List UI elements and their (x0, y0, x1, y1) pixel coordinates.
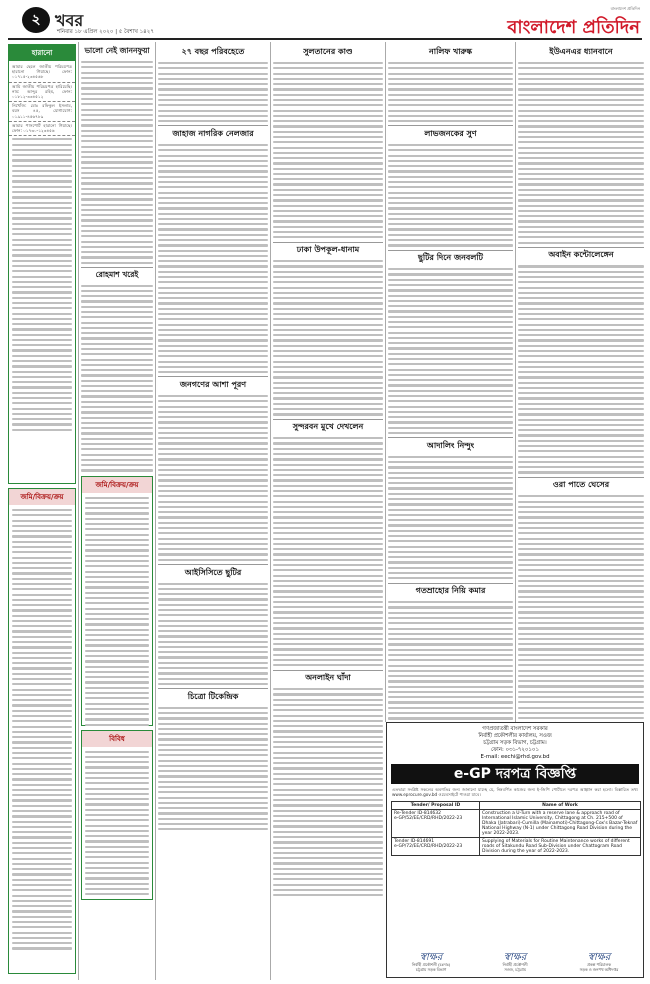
classified-filler (9, 136, 75, 436)
classified-box-title: জমি/বিক্রয়/ক্রয় (82, 477, 152, 493)
tender-table-header (392, 801, 641, 809)
headline: সুন্দরবন মুখে দেখলেন (292, 421, 364, 432)
article-body (273, 437, 383, 666)
signature-block (559, 952, 639, 973)
ad-org-line: গণপ্রজাতন্ত্রী বাংলাদেশ সরকার (482, 726, 548, 732)
article-body (158, 395, 268, 561)
headline: জনগণের আশা পূরণ (179, 378, 247, 389)
news-column-5 (388, 44, 513, 720)
section-title: খবর (55, 11, 84, 30)
ad-email: E-mail: eechi@rhd.gov.bd (480, 754, 550, 760)
article-body (273, 62, 383, 238)
classified-box-misc (81, 730, 153, 900)
logo-tagline: বাংলাদেশ প্রতিদিন (610, 6, 640, 11)
signature-row (387, 947, 643, 973)
article-body (518, 62, 644, 244)
headline: জাহাজ নাগরিক নেলজার (172, 127, 254, 138)
column-divider (270, 42, 271, 980)
classified-box-sale (81, 476, 153, 726)
classified-box-title: হারানো (9, 45, 75, 61)
article-body (388, 62, 513, 122)
column-divider (385, 42, 386, 722)
ad-phone: ফোন: ০৩১-৭২০১০১ (491, 747, 539, 753)
news-column-6 (518, 44, 644, 720)
headline: অনলাইন ঘাঁদা (305, 672, 351, 683)
signatory: নির্বাহী প্রকৌশলী (চঃদাঃ) চট্টগ্রাম সড়ক বিভাগ (411, 962, 451, 973)
headline: ওরা পাতে ঘেসের (552, 479, 610, 490)
classifieds-column (8, 44, 76, 976)
egp-banner: e-GP দরপত্র বিজ্ঞপ্তি (391, 764, 639, 784)
page-number: ২ (22, 7, 50, 33)
news-column-3 (158, 44, 268, 976)
column-divider (155, 42, 156, 980)
article-body (518, 495, 644, 720)
classified-item: আমি জাতীয় পরিচয়পত্র হারিয়েছি। নাম: আব্দুর রহিম, ফোন: ০১৮১২-৩৩৪৫১২ (9, 83, 75, 103)
article-body (273, 260, 383, 415)
article-body (158, 144, 268, 373)
classified-item: আমার পাসপোর্ট হারানো গিয়াছে। ফোন: ০১৭৩০-১২৩৪৫৬ (9, 122, 75, 136)
logo-text: বাংলাদেশ প্রতিদিন (507, 17, 640, 38)
article-body (273, 688, 383, 896)
header-rule (8, 38, 642, 40)
headline: চিত্রো টিকেন্দ্রিক (187, 690, 239, 701)
signature-scribble: স্বাক্ষর (503, 952, 527, 964)
work-name: Construction a U-Turn with a reserve lane & approach road of International Islamic University, Chittagong at Ch. 215+500 of Dhaka (Jatrabari)-Cumilla (Mainamoti)-Chittagong-Cox's Bazar-Teknaf National Highway (N-1) under Chittagong Road Division during the year 2022-2023. (480, 809, 641, 837)
headline: ঢাকা উপকূল-ধানাম (296, 244, 360, 255)
news-column-4 (273, 44, 383, 976)
newspaper-logo (490, 6, 640, 38)
news-column-2 (81, 44, 153, 976)
classified-item: আমার ছেলে জাতীয় পরিচয়পত্র হারানো গিয়াছে। ফোন: ০১৭১৫-২৩৪৫৬৮ (9, 63, 75, 83)
signatory: নির্বাহী প্রকৌশলী সওজ, চট্টগ্রাম (502, 962, 528, 973)
column-header: Name of Work (480, 801, 641, 809)
column-header: Tender/ Proposal ID (392, 801, 480, 809)
headline: আদালিং নিন্দুং (426, 439, 475, 450)
table-row (392, 809, 641, 837)
article-body (388, 456, 513, 580)
article-body (158, 62, 268, 122)
ad-intro: এতদ্বারা সংশ্লিষ্ট সকলের অবগতির জন্য জানানো যাচ্ছে যে, নিম্নবর্ণিত কাজের জন্য ই-জিপি পোর্টালে দরপত্র আহ্বান করা হলো। বিস্তারিত তথ্য www.eprocure.gov.bd ওয়েবসাইটে পাওয়া যাবে। (392, 787, 638, 798)
headline: ২৭ বছর পরিবহেতে (181, 46, 245, 56)
headline: রোহমাশ খরেই (95, 269, 139, 279)
article-body (158, 583, 268, 686)
headline: ছুটির দিনে জনবলটি (418, 252, 483, 263)
article-body (81, 285, 153, 472)
column-divider (515, 42, 516, 722)
headline: সুলতানের কাণ্ড (303, 46, 353, 56)
ad-org-line: নির্বাহী প্রকৌশলীর কার্যালয়, সওজ (478, 733, 552, 739)
headline: গতম্রাহোর নিয়ি কমার (415, 585, 486, 596)
signature-block (391, 952, 471, 973)
date-line: শনিবার ১৮ এপ্রিল ২০২০ | ৫ বৈশাখ ১৪২৭ (57, 29, 154, 35)
headline: অবাইন কন্টোলেঙ্গেন (548, 249, 614, 260)
signature-scribble: স্বাক্ষর (587, 952, 611, 964)
classified-item: নিখোঁজ: মোঃ রফিকুল ইসলাম, বয়স ৪৫, যোগাযোগ: ০১৯১১-৪৫৬৭৮৯ (9, 102, 75, 122)
article-body (388, 601, 513, 720)
signature-block (475, 952, 555, 973)
article-body (388, 144, 513, 247)
article-body (388, 268, 513, 434)
tender-id: Tender ID-814691 e-GP/72/EE/CRD/RHD/2022-23 (392, 837, 480, 855)
tender-id: Re-Tender ID-814632 e-GP/52/EE/CRD/RHD/2022-23 (392, 809, 480, 837)
article-body (158, 707, 268, 831)
article-body (518, 265, 644, 473)
tender-advertisement (386, 722, 644, 978)
headline: ইউএনএর ধ্যানবানে (549, 46, 613, 56)
masthead (0, 0, 650, 40)
headline: আইসিসিতে ছুটির (184, 566, 242, 577)
tender-table (391, 801, 641, 856)
classified-filler (9, 507, 75, 955)
classified-box-lost (8, 44, 76, 484)
table-row (392, 837, 641, 855)
classified-box-property (8, 488, 76, 974)
headline: নালিফ খারুষ্ক (428, 46, 473, 56)
ad-org-line: চট্টগ্রাম সড়ক বিভাগ, চট্টগ্রাম। (483, 740, 547, 746)
column-divider (78, 42, 79, 980)
headline: ভালো নেই জাননফুয়া (84, 46, 150, 55)
classified-box-title: জমি/বিক্রয়/ক্রয় (9, 489, 75, 505)
headline: লাভজনকের সুণ (424, 127, 477, 138)
classified-box-title: বিবিধ (82, 731, 152, 747)
work-name: Supplying of Materials for Routine Maintenance works of different roads of Sitakundu Road Sub-Division under Chattogram Road Division during the year of 2022-2023. (480, 837, 641, 855)
signatory: প্রকল্প পরিচালক সড়ক ও জনপথ অধিদপ্তর (579, 962, 619, 973)
signature-scribble: স্বাক্ষর (419, 952, 443, 964)
article-body (81, 61, 153, 264)
